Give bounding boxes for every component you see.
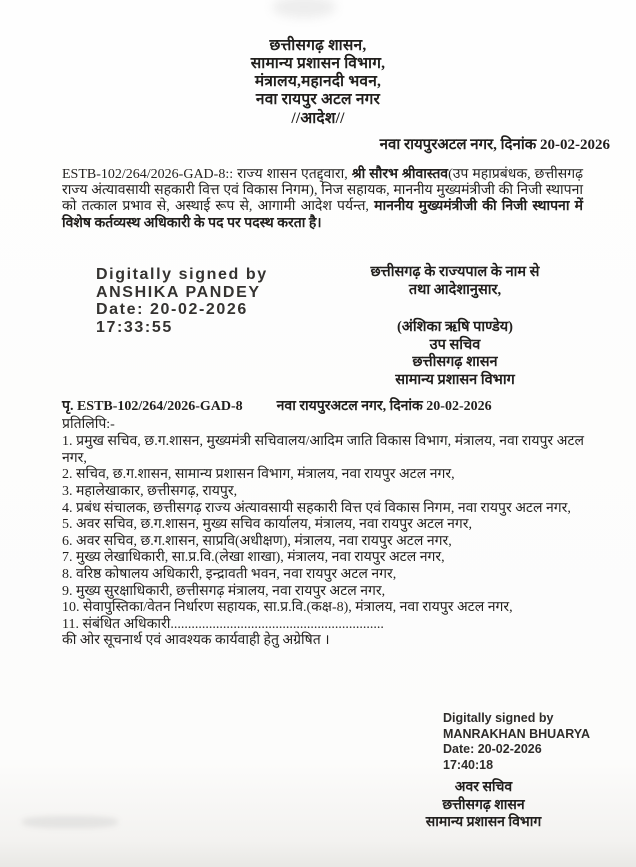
footer-signatory-block (386, 779, 581, 832)
footer-digital-sig-time: 17:40:18 (443, 757, 494, 772)
authority-column (330, 263, 580, 389)
authority-line-governor: छत्तीसगढ़ के राज्यपाल के नाम से (370, 264, 540, 280)
copy-to-list (62, 434, 584, 633)
order-title: //आदेश// (291, 110, 345, 127)
digital-sig-signer-name: ANSHIKA PANDEY (96, 283, 261, 301)
copy-item-2: 2. सचिव, छ.ग.शासन, सामान्य प्रशासन विभाग, मंत्रालय, नवा रायपुर अटल नगर, (62, 467, 455, 483)
copy-item-10: 10. सेवापुस्तिका/वेतन निर्धारण सहायक, सा.प्र.वि.(कक्ष-8), मंत्रालय, नवा रायपुर अटल नगर, (62, 600, 513, 616)
header-line-department: सामान्य प्रशासन विभाग, (250, 55, 386, 72)
header-line-city: नवा रायपुर अटल नगर (255, 91, 381, 108)
endorsement-ref-line (62, 399, 584, 416)
copy-item-8: 8. वरिष्ठ कोषालय अधिकारी, इन्द्रावती भवन, नवा रायपुर अटल नगर, (62, 566, 397, 582)
scan-smudge-top (272, 0, 336, 18)
copy-item-4: 4. प्रबंध संचालक, छत्तीसगढ़ राज्य अंत्यावसायी सहकारी वित्त एवं विकास निगम, नवा रायपुर अटल नगर, (62, 500, 571, 516)
copy-item-9: 9. मुख्य सुरक्षाधिकारी, छत्तीसगढ़ मंत्रालय, नवा रायपुर अटल नगर, (62, 583, 386, 599)
endorsement-ref-number: पृ. ESTB-102/264/2026-GAD-8 (62, 399, 243, 414)
place-dateline: नवा रायपुरअटल नगर, दिनांक 20-02-2026 (379, 137, 610, 153)
order-paragraph (62, 167, 583, 232)
footer-signatory-department: सामान्य प्रशासन विभाग (425, 815, 542, 830)
endorsement-section (62, 399, 584, 650)
copy-item-3: 3. महालेखाकार, छत्तीसगढ़, रायपुर, (62, 483, 238, 499)
digital-sig-line-1: Digitally signed by (96, 266, 268, 283)
signatory-block (330, 319, 580, 389)
footer-digital-sig-signer-name: MANRAKHAN BHUARYA (443, 726, 590, 741)
order-posting-clause: माननीय मुख्यमंत्रीजी की निजी स्थापना में विशेष कर्तव्यस्थ अधिकारी के पद पर पदस्थ करता है। (62, 199, 583, 231)
endorsement-place-date: नवा रायपुरअटल नगर, दिनांक 20-02-2026 (276, 399, 492, 414)
footer-digital-sig-line-1: Digitally signed by (443, 711, 554, 725)
officer-name: श्री सौरभ श्रीवास्तव (351, 167, 449, 182)
digital-sig-time: 17:33:55 (96, 318, 173, 336)
signatory-department: सामान्य प्रशासन विभाग (395, 371, 515, 388)
footer-signatory-designation: अवर सचिव (454, 780, 513, 795)
order-body-text: (उप महाप्रबंधक, छत्तीसगढ़ राज्य अंत्यावसायी सहकारी वित्त एवं विकास निगम), निज सहायक, माननीय मुख्यमंत्रीजी की निजी स्थापना को तत्काल प्रभाव से, अस्थाई रूप से, आगामी आदेश पर्यन्त, (62, 167, 583, 215)
copy-item-5: 5. अवर सचिव, छ.ग.शासन, मुख्य सचिव कार्यालय, मंत्रालय, नवा रायपुर अटल नगर, (62, 517, 473, 533)
forward-line: की ओर सूचनार्थ एवं आवश्यक कार्यवाही हेतु अग्रेषित । (62, 633, 330, 649)
header-line-building: मंत्रालय,महानदी भवन, (254, 73, 382, 90)
copy-to-label: प्रतिलिपि:- (62, 416, 115, 432)
signatory-designation: उप सचिव (429, 336, 481, 353)
scan-smudge-bottom (22, 816, 118, 828)
digital-signature-manrakhan (443, 711, 590, 773)
copy-item-6: 6. अवर सचिव, छ.ग.शासन, साप्रवि(अधीक्षण), मंत्रालय, नवा रायपुर अटल नगर, (62, 533, 452, 549)
authority-line-byorder: तथा आदेशानुसार, (408, 282, 502, 298)
footer-digital-sig-date: Date: 20-02-2026 (443, 742, 542, 756)
signatory-name: (अंशिका ऋषि पाण्डेय) (396, 319, 514, 335)
signatory-government: छत्तीसगढ़ शासन (412, 354, 498, 370)
copy-item-1: 1. प्रमुख सचिव, छ.ग.शासन, मुख्यमंत्री सचिवालय/आदिम जाति विकास विभाग, मंत्रालय, नवा रायपुर अटल नगर, (62, 434, 584, 466)
footer-signatory-government: छत्तीसगढ़ शासन (442, 797, 525, 813)
document-header (0, 37, 636, 128)
copy-item-7: 7. मुख्य लेखाधिकारी, सा.प्र.वि.(लेखा शाखा), मंत्रालय, नवा रायपुर अटल नगर, (62, 550, 445, 566)
copy-item-11: 11. संबंधित अधिकारी............................................................. (62, 616, 384, 632)
header-line-government: छत्तीसगढ़ शासन, (269, 37, 367, 54)
order-ref-and-intro: ESTB-102/264/2026-GAD-8:: राज्य शासन एतद्द्वारा, (62, 167, 352, 182)
digital-signature-anshika (96, 266, 268, 336)
digital-sig-date: Date: 20-02-2026 (96, 301, 248, 318)
